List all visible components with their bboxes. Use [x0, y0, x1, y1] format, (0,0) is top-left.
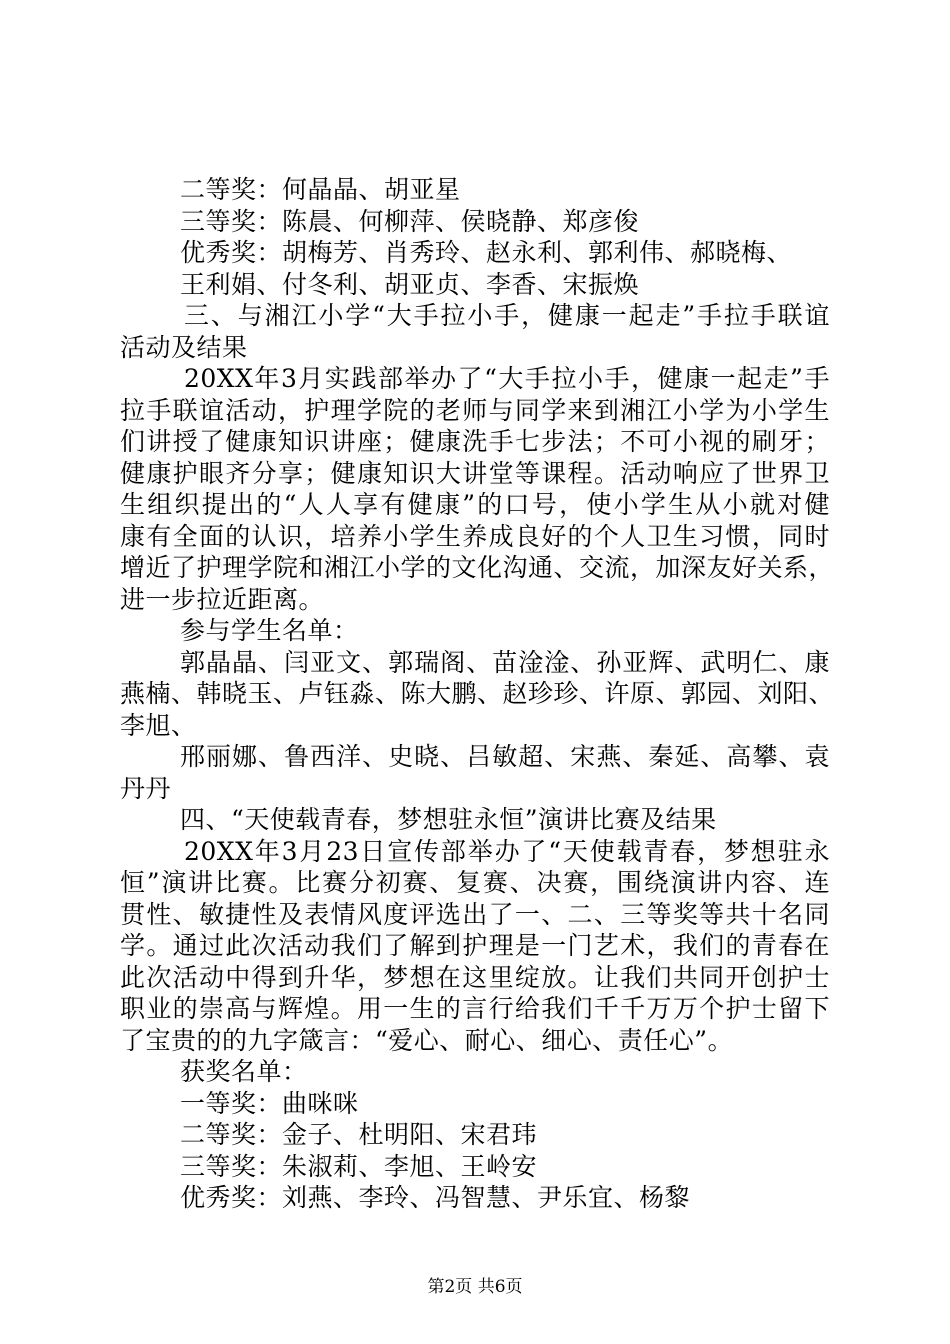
paragraph-line: 进一步拉近距离。: [120, 584, 325, 614]
document-body: [120, 174, 835, 1214]
paragraph-line: 贯性、敏捷性及表情风度评选出了一、二、三等奖等共十名同: [120, 899, 830, 929]
award-excellent-line: 优秀奖：刘燕、李玲、冯智慧、尹乐宜、杨黎: [180, 1183, 691, 1212]
paragraph-line: 康有全面的认识，培养小学生养成良好的个人卫生习惯，同时: [120, 521, 830, 551]
award-second-line: 二等奖：金子、杜明阳、宋君玮: [180, 1120, 538, 1149]
participants-line: 丹丹: [120, 773, 172, 803]
award-third-line: 三等奖：陈晨、何柳萍、侯晓静、郑彦俊: [180, 206, 640, 236]
award-excellent-line: 优秀奖：胡梅芳、肖秀玲、赵永利、郭利伟、郝晓梅、: [180, 238, 793, 267]
award-third-line: 三等奖：朱淑莉、李旭、王岭安: [180, 1151, 538, 1181]
paragraph-line: 20XX年3月23日宣传部举办了“天使载青春，梦想驻永: [184, 836, 830, 866]
paragraph-line: 职业的崇高与辉煌。用一生的言行给我们千千万万个护士留下: [120, 994, 830, 1023]
participants-line: 燕楠、韩晓玉、卢钰淼、陈大鹏、赵珍珍、许原、郭园、刘阳、: [120, 679, 835, 708]
section-three-heading-continued: 活动及结果: [120, 332, 248, 362]
paragraph-line: 此次活动中得到升华，梦想在这里绽放。让我们共同开创护士: [120, 962, 830, 992]
paragraph-line: 恒”演讲比赛。比赛分初赛、复赛、决赛，围绕演讲内容、连: [120, 868, 830, 897]
page-number-footer: 第2页 共6页: [427, 1277, 523, 1297]
award-excellent-continued: 王利娟、付冬利、胡亚贞、李香、宋振焕: [180, 269, 640, 299]
participants-line: 邢丽娜、鲁西洋、史晓、吕敏超、宋燕、秦延、高攀、袁: [180, 742, 830, 771]
paragraph-line: 20XX年3月实践部举办了“大手拉小手，健康一起走”手: [184, 364, 830, 393]
participants-line: 李旭、: [120, 710, 197, 740]
participants-line: 郭晶晶、闫亚文、郭瑞阁、苗淦淦、孙亚辉、武明仁、康: [180, 647, 830, 677]
paragraph-line: 们讲授了健康知识讲座；健康洗手七步法；不可小视的刷牙；: [120, 427, 830, 456]
award-second-line: 二等奖：何晶晶、胡亚星: [180, 175, 461, 204]
paragraph-line: 健康护眼齐分享；健康知识大讲堂等课程。活动响应了世界卫: [120, 458, 830, 488]
paragraph-line: 增近了护理学院和湘江小学的文化沟通、交流，加深友好关系，: [120, 553, 835, 582]
paragraph-line: 学。通过此次活动我们了解到护理是一门艺术，我们的青春在: [120, 931, 830, 960]
section-four-heading: 四、“天使载青春，梦想驻永恒”演讲比赛及结果: [180, 805, 717, 834]
award-first-line: 一等奖：曲咪咪: [180, 1088, 359, 1118]
winners-heading: 获奖名单：: [180, 1057, 308, 1086]
paragraph-line: 生组织提出的“人人享有健康”的口号，使小学生从小就对健: [120, 490, 830, 519]
paragraph-line: 拉手联谊活动，护理学院的老师与同学来到湘江小学为小学生: [120, 395, 830, 425]
paragraph-line: 了宝贵的的九字箴言：“爱心、耐心、细心、责任心”。: [120, 1025, 734, 1055]
participants-heading: 参与学生名单：: [180, 616, 359, 645]
section-three-heading: 三、与湘江小学“大手拉小手，健康一起走”手拉手联谊: [184, 301, 830, 330]
